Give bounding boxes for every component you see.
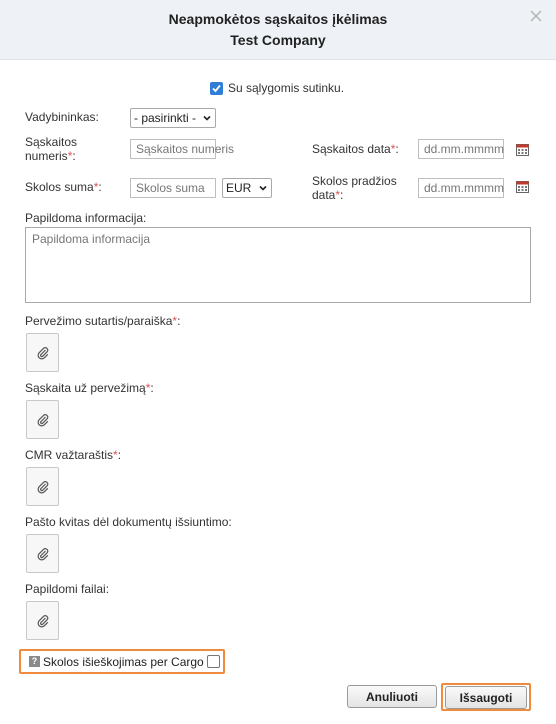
save-button-highlight	[441, 683, 531, 711]
calendar-icon[interactable]	[516, 180, 529, 193]
attach-button[interactable]	[26, 601, 59, 640]
manager-select-value: - pasirinkti -	[134, 111, 197, 125]
save-button[interactable]: Išsaugoti	[445, 686, 527, 709]
attachment-label	[25, 448, 121, 462]
invoice-number-label	[25, 135, 77, 163]
invoice-date-label-text: Sąskaitos data	[312, 142, 391, 156]
help-icon[interactable]: ?	[29, 656, 40, 667]
paperclip-icon	[36, 480, 50, 494]
paperclip-icon	[36, 547, 50, 561]
cancel-button[interactable]: Anuliuoti	[347, 685, 437, 708]
invoice-number-label-line1: Sąskaitos	[25, 135, 78, 149]
paperclip-icon	[36, 614, 50, 628]
cargo-label: Skolos išieškojimas per Cargo	[43, 654, 204, 669]
agree-label: Su sąlygomis sutinku.	[228, 81, 345, 95]
attach-button[interactable]	[26, 400, 59, 439]
additional-info-textarea[interactable]: Papildoma informacija	[25, 227, 531, 303]
debt-amount-input[interactable]: Skolos suma	[130, 178, 216, 198]
currency-select[interactable]	[222, 178, 272, 198]
dialog-header	[0, 0, 556, 60]
attach-button[interactable]	[26, 534, 59, 573]
label-colon: :	[98, 180, 102, 194]
label-colon: :	[150, 381, 154, 395]
chevron-down-icon	[202, 113, 212, 123]
label-colon: :	[117, 448, 122, 462]
required-mark: *	[113, 448, 118, 462]
attachment-label-text: CMR važtaraštis	[25, 448, 114, 462]
invoice-date-label	[312, 142, 399, 156]
label-colon: :	[340, 188, 344, 202]
attach-button[interactable]	[26, 333, 59, 372]
currency-select-value: EUR	[226, 181, 252, 195]
attachment-label: Pašto kvitas dėl dokumentų išsiuntimo:	[25, 515, 232, 529]
agree-terms[interactable]	[210, 80, 344, 96]
debt-start-date-input[interactable]: dd.mm.mmmm	[418, 178, 504, 198]
invoice-number-label-line2: numeris	[25, 149, 68, 163]
company-name: Test Company	[230, 32, 326, 48]
dialog-title: Neapmokėtos sąskaitos įkėlimas	[168, 11, 388, 27]
debt-start-date-label-line1: Skolos pradžios	[312, 174, 397, 188]
required-mark: *	[145, 381, 151, 395]
required-mark: *	[93, 180, 99, 194]
calendar-icon[interactable]	[516, 143, 529, 156]
attachment-label-text: Pervežimo sutartis/paraiška	[25, 314, 173, 328]
required-mark: *	[390, 142, 396, 156]
cargo-checkbox[interactable]	[207, 655, 220, 668]
paperclip-icon	[36, 413, 50, 427]
agree-checkbox[interactable]	[210, 82, 223, 95]
debt-start-date-label-line2: data	[312, 188, 336, 202]
attachment-label	[25, 314, 180, 328]
paperclip-icon	[36, 346, 50, 360]
debt-start-date-label	[312, 174, 397, 202]
invoice-number-input[interactable]: Sąskaitos numeris	[130, 139, 216, 159]
label-colon: :	[177, 314, 181, 328]
required-mark: *	[172, 314, 178, 328]
manager-label: Vadybininkas:	[25, 110, 99, 124]
attachment-label: Papildomi failai:	[25, 582, 110, 596]
debt-amount-label-text: Skolos suma	[25, 180, 94, 194]
label-colon: :	[395, 142, 399, 156]
attachment-label	[25, 381, 154, 395]
required-mark: *	[67, 149, 73, 163]
additional-info-label: Papildoma informacija:	[25, 211, 147, 225]
attach-button[interactable]	[26, 467, 59, 506]
manager-select[interactable]	[130, 108, 216, 128]
attachment-label-text: Sąskaita už pervežimą	[25, 381, 146, 395]
debt-amount-label	[25, 180, 102, 194]
required-mark: *	[335, 188, 341, 202]
chevron-down-icon	[258, 183, 268, 193]
label-colon: :	[72, 149, 76, 163]
invoice-date-input[interactable]: dd.mm.mmmm	[418, 139, 504, 159]
cargo-collection-option	[19, 649, 225, 674]
close-icon[interactable]	[528, 8, 544, 24]
